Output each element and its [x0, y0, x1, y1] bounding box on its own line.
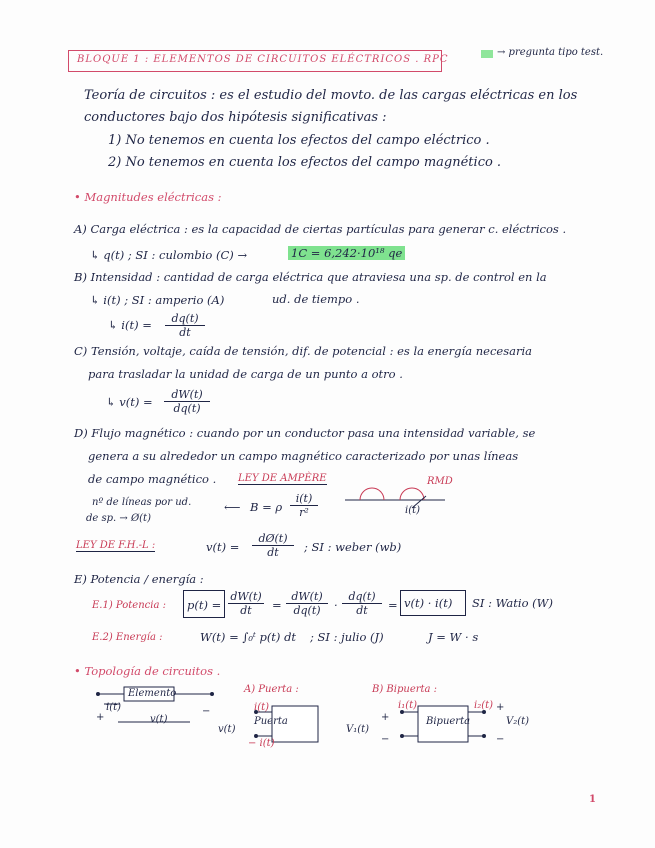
flux-definition-2: genera a su alrededor un campo magnético caracterizado por unas líneas — [88, 449, 519, 463]
port-label: A) Puerta : — [244, 684, 299, 695]
fhl-fraction: $\frac{dØ(t)}{dt}$ — [252, 532, 294, 559]
page-number: 1 — [589, 794, 596, 805]
current-definition: B) Intensidad : cantidad de carga eléctrica que atraviesa una sp. de control en la — [74, 270, 547, 284]
power-fraction-2: $\frac{dW(t)}{dq(t)}$ — [286, 590, 328, 617]
element-label: Elemento — [128, 688, 177, 699]
ampere-fraction: $\frac{i(t)}{\text{r²}}$ — [290, 492, 318, 519]
current-fraction: $\frac{dq(t)}{dt}$ — [165, 312, 205, 339]
port-minus-current: − i(t) — [248, 738, 275, 749]
charge-units: ↳ q(t) ; SI : culombio (C) → — [90, 248, 248, 262]
fhl-eq: v(t) = — [206, 540, 240, 554]
charge-highlight: 1C = 6,242·10¹⁸ qe — [288, 246, 405, 260]
intro-line-1: Teoría de circuitos : es el estudio del movto. de las cargas eléctricas en los — [84, 88, 578, 103]
flux-definition: D) Flujo magnético : cuando por un conductor pasa una intensidad variable, se — [74, 426, 536, 440]
biport-i2: i₂(t) — [474, 700, 494, 711]
energy-si: ; SI : julio (J) — [310, 630, 384, 644]
field-it: i(t) — [405, 505, 421, 516]
energy-eq: W(t) = ∫₀ᵗ p(t) dt — [200, 630, 297, 644]
energy-label: E.2) Energía : — [92, 632, 163, 643]
flux-note-1: nº de líneas por ud. — [92, 497, 192, 508]
current-units-2: ud. de tiempo . — [272, 292, 360, 306]
ampere-eq: B = ρ — [250, 500, 283, 514]
port-voltage: v(t) — [218, 724, 236, 735]
highlight-legend-swatch — [481, 50, 493, 58]
biport-box-label: Bipuerta — [426, 716, 471, 727]
biport-v2: V₂(t) — [506, 716, 530, 727]
hypothesis-2: 2) No tenemos en cuenta los efectos del campo magnético . — [108, 155, 502, 170]
element-current: i(t) — [106, 702, 122, 713]
biport-minus-1: − — [381, 734, 390, 745]
dot-operator: · — [334, 598, 338, 612]
voltage-definition: C) Tensión, voltaje, caída de tensión, dif. de potencial : es la energía necesaria — [74, 344, 532, 358]
equals-1: = — [272, 598, 282, 612]
page-title: BLOQUE 1 : ELEMENTOS DE CIRCUITOS ELÉCTRICOS . RPC — [77, 54, 449, 65]
power-label: E.1) Potencia : — [92, 600, 166, 611]
biport-i1: i₁(t) — [398, 700, 418, 711]
biport-v1: V₁(t) — [346, 724, 370, 735]
hypothesis-1: 1) No tenemos en cuenta los efectos del campo eléctrico . — [108, 133, 490, 148]
flux-note-2: de sp. → Ø(t) — [86, 513, 151, 524]
ampere-law: LEY DE AMPÈRE — [238, 473, 327, 484]
legend-note: → pregunta tipo test. — [497, 47, 604, 58]
current-units: ↳ i(t) ; SI : amperio (A) — [90, 293, 225, 307]
port-current: i(t) — [254, 702, 270, 713]
power-eq-lhs: p(t) = — [187, 598, 222, 612]
biport-label: B) Bipuerta : — [372, 684, 438, 695]
intro-line-2: conductores bajo dos hipótesis significativas : — [84, 110, 387, 125]
biport-plus-2: + — [496, 702, 505, 713]
voltage-eq-lhs: ↳ v(t) = — [106, 395, 153, 409]
power-energy-heading: E) Potencia / energía : — [74, 572, 204, 586]
element-plus: + — [96, 712, 105, 723]
title-box — [68, 50, 449, 72]
power-fraction-3: $\frac{dq(t)}{dt}$ — [342, 590, 382, 617]
topology-heading: • Topología de circuitos . — [74, 664, 221, 678]
power-si: SI : Watio (W) — [472, 596, 553, 610]
power-fraction-1: $\frac{dW(t)}{dt}$ — [228, 590, 264, 617]
biport-minus-2: − — [496, 734, 505, 745]
voltage-fraction: $\frac{dW(t)}{dq(t)}$ — [164, 388, 210, 415]
fhl-law-label: LEY DE F.H.-L : — [76, 540, 156, 551]
arrow-left: ⟵ — [224, 500, 241, 514]
biport-plus-1: + — [381, 712, 390, 723]
current-eq-lhs: ↳ i(t) = — [108, 318, 152, 332]
charge-definition: A) Carga eléctrica : es la capacidad de ciertas partículas para generar c. eléctricos . — [74, 222, 567, 236]
joule-def: J = W · s — [428, 630, 479, 644]
power-result: v(t) · i(t) — [404, 596, 453, 610]
element-voltage: v(t) — [150, 714, 168, 725]
voltage-definition-2: para trasladar la unidad de carga de un punto a otro . — [88, 367, 403, 381]
rmd-label: RMD — [427, 476, 453, 487]
equals-2: = — [388, 598, 398, 612]
element-minus: − — [202, 706, 211, 717]
port-box-label: Puerta — [254, 716, 288, 727]
fhl-si: ; SI : weber (wb) — [304, 540, 402, 554]
flux-definition-3: de campo magnético . — [88, 472, 217, 486]
magnitudes-heading: • Magnitudes eléctricas : — [74, 190, 222, 204]
